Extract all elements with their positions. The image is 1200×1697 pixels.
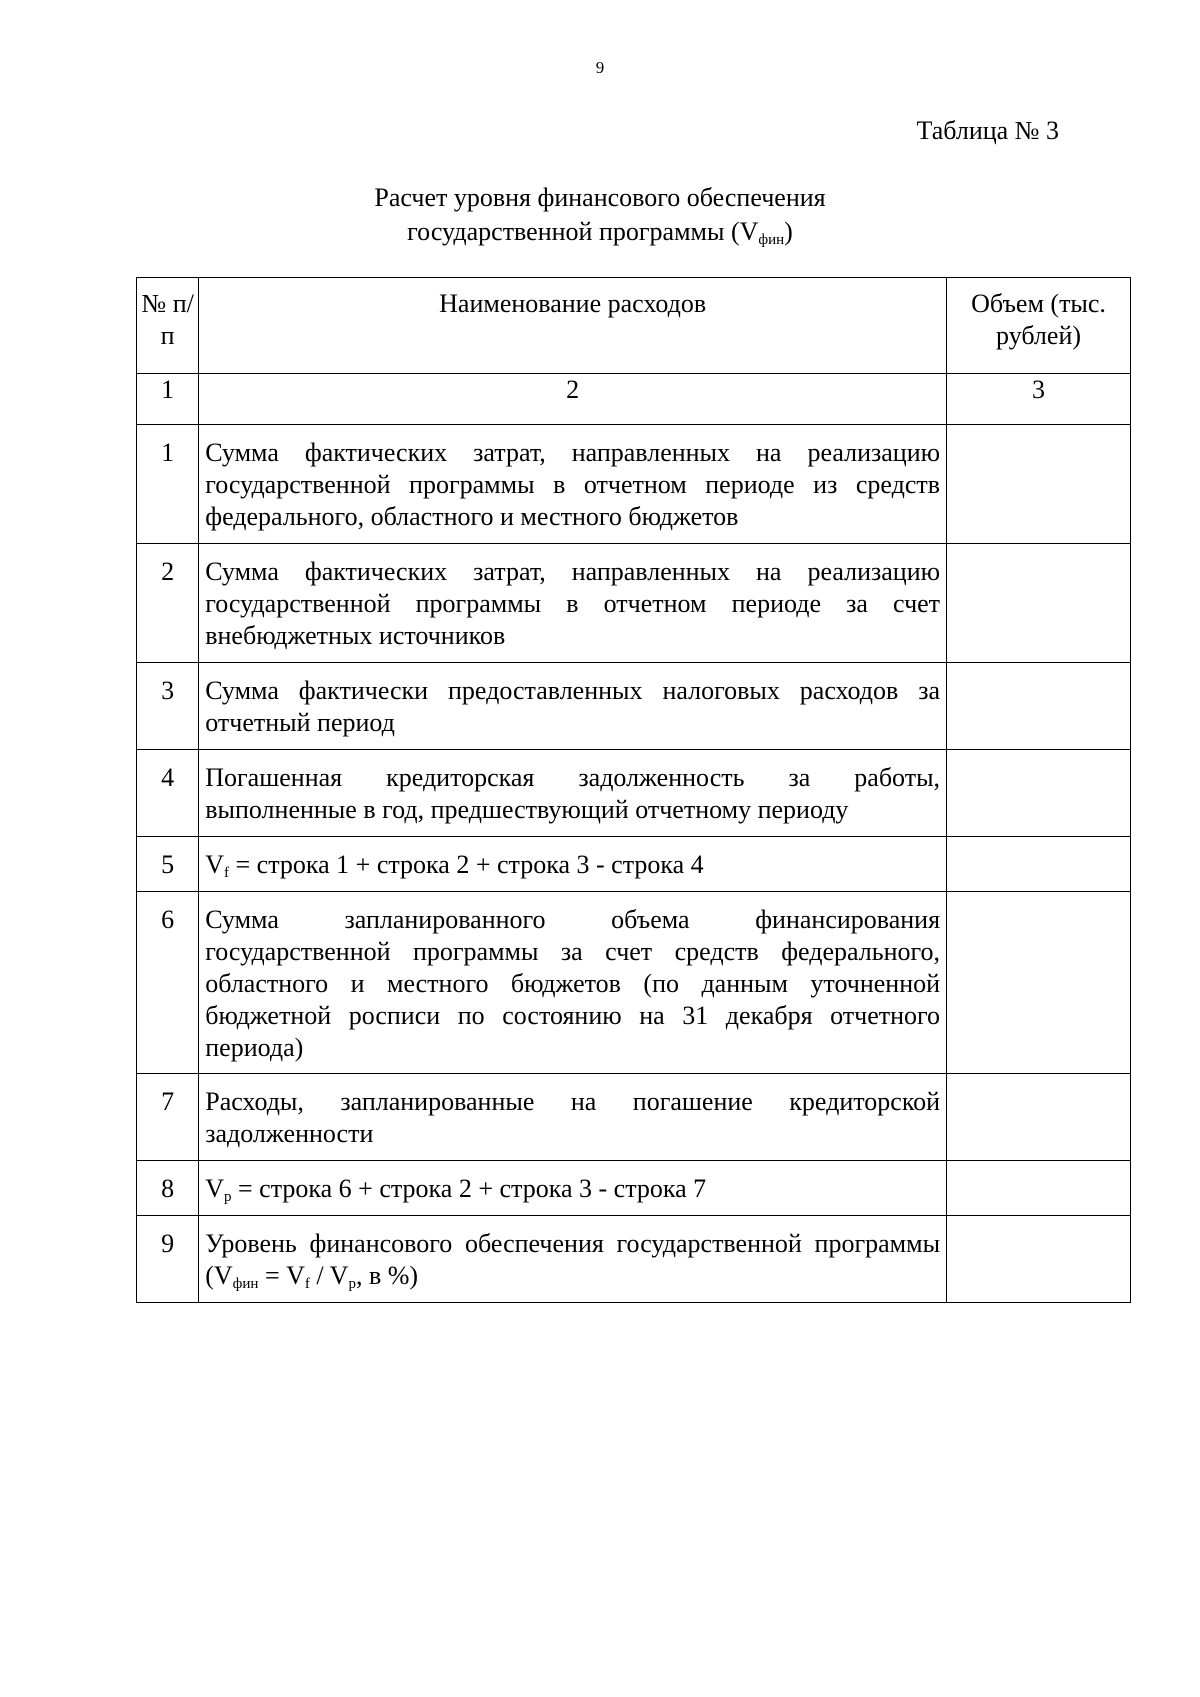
document-title [0,181,1200,249]
row-volume [947,892,1131,1074]
formula-subscript: фин [232,1276,259,1292]
table-row [137,1074,1131,1161]
title-subscript: фин [758,232,785,248]
row-text-part: , в %) [355,1261,419,1290]
formula-symbol: V [205,850,225,879]
table-row [137,663,1131,750]
row-num: 2 [137,544,199,663]
row-volume [947,663,1131,750]
formula-symbol: V [205,1174,225,1203]
table-row [137,750,1131,837]
row-formula [199,1161,947,1216]
table-row [137,892,1131,1074]
row-text-part: Уровень финансового обеспечения государственной программы (V [205,1229,941,1290]
formula-text: = строка 1 + строка 2 + строка 3 - строка 4 [229,850,704,879]
title-line-2-prefix: государственной программы (V [407,217,759,246]
formula-text: = строка 6 + строка 2 + строка 3 - строка 7 [231,1174,707,1203]
row-volume [947,425,1131,544]
row-name: Сумма фактически предоставленных налоговых расходов за отчетный период [199,663,947,750]
table-row [137,425,1131,544]
formula-subscript: f [224,865,230,881]
page-number: 9 [595,58,605,77]
row-num: 3 [137,663,199,750]
row-name: Сумма запланированного объема финансирования государственной программы за счет средств федерального, областного и местного бюджетов (по данным уточненной бюджетной росписи по состоянию на 31 декабря отчетного периода) [199,892,947,1074]
table-row [137,1216,1131,1303]
row-num: 4 [137,750,199,837]
title-line-1: Расчет уровня финансового обеспечения [374,183,826,212]
row-name: Сумма фактических затрат, направленных на реализацию государственной программы в отчетном периоде из средств федерального, областного и местного бюджетов [199,425,947,544]
table-row [137,1161,1131,1216]
row-name [199,1216,947,1303]
row-num: 7 [137,1074,199,1161]
column-index-2: 2 [199,374,947,425]
table-row [137,837,1131,892]
column-index-row [137,374,1131,425]
formula-subscript: p [348,1276,356,1292]
title-line-2 [0,215,1200,249]
row-num: 5 [137,837,199,892]
header-num: № п/п [137,278,199,374]
row-text-part: = V [258,1261,305,1290]
row-volume [947,544,1131,663]
row-volume [947,750,1131,837]
column-index-1: 1 [137,374,199,425]
row-num: 8 [137,1161,199,1216]
row-name: Сумма фактических затрат, направленных на реализацию государственной программы в отчетном периоде за счет внебюджетных источников [199,544,947,663]
table-header-row [137,278,1131,374]
row-num: 6 [137,892,199,1074]
row-volume [947,837,1131,892]
table-row [137,544,1131,663]
table-caption: Таблица № 3 [916,116,1059,145]
row-volume [947,1161,1131,1216]
title-line-2-suffix: ) [784,217,793,246]
column-index-3: 3 [947,374,1131,425]
formula-subscript: f [304,1276,310,1292]
formula-subscript: p [224,1189,232,1205]
header-name: Наименование расходов [199,278,947,374]
row-formula [199,837,947,892]
row-name: Погашенная кредиторская задолженность за работы, выполненные в год, предшествующий отчетному периоду [199,750,947,837]
header-volume: Объем (тыс. рублей) [947,278,1131,374]
row-num: 1 [137,425,199,544]
row-text-part: / V [309,1261,349,1290]
expense-table [136,277,1131,1303]
row-name: Расходы, запланированные на погашение кредиторской задолженности [199,1074,947,1161]
row-num: 9 [137,1216,199,1303]
row-volume [947,1074,1131,1161]
row-volume [947,1216,1131,1303]
